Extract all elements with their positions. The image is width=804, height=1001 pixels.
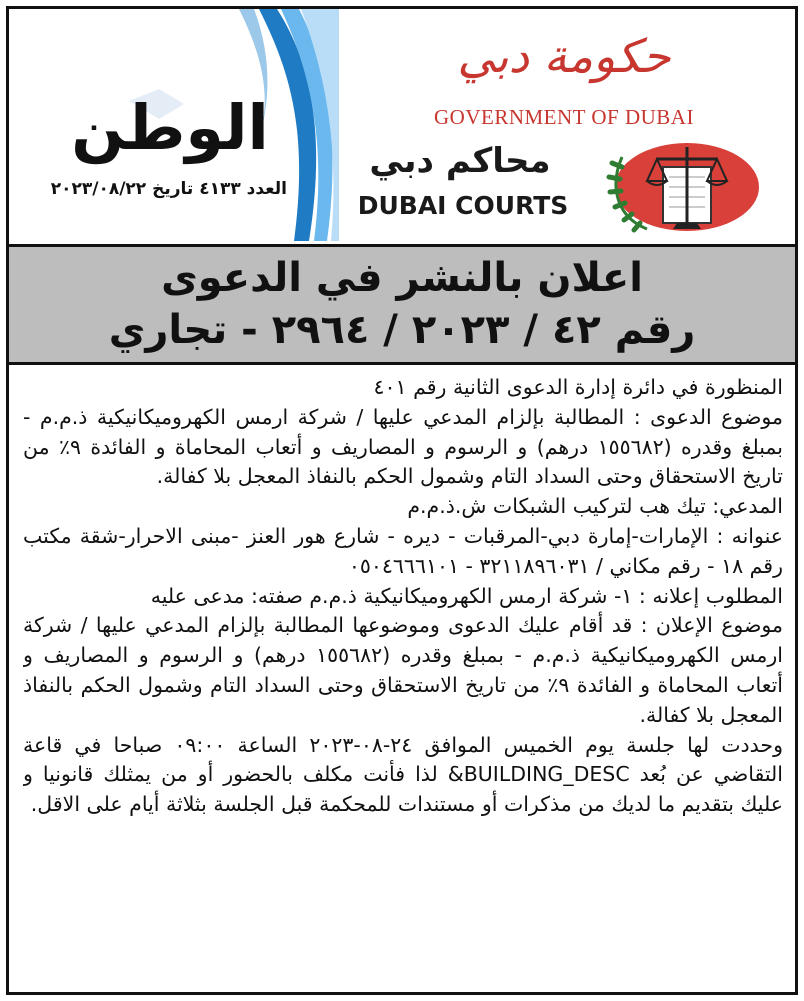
courts-logo [349, 137, 769, 237]
notice-title: اعلان بالنشر في الدعوى [161, 255, 643, 301]
address-paragraph: عنوانه : الإمارات-إمارة دبي-المرقبات - ديره - شارع هور العنز -مبنى الاحرار-شقة مكتب رقم ١٨ - رقم مكاني / ٣٢١١٨٩٦٠٣١ - ٠٥٠٤٦٦٦١٠١ [23, 523, 783, 578]
government-logo [429, 29, 719, 139]
newspaper-masthead [9, 9, 339, 241]
notice-body [23, 373, 783, 988]
notice-header [9, 9, 795, 241]
newspaper-logo: الوطن [71, 91, 269, 164]
courts-arabic: محاكم دبي [369, 141, 551, 181]
defendant-paragraph: المطلوب إعلانه : ١- شركة ارمس الكهروميكانيكية ذ.م.م صفته: مدعى عليه [150, 583, 783, 608]
notice-subject-paragraph: موضوع الإعلان : قد أقام عليك الدعوى وموضوعها المطالبة بإلزام المدعي عليها / شركة ارمس الكهروميكانيكية ذ.م.م - بمبلغ وقدره (١٥٥٦٨٢ درهم) و الرسوم و المصاريف و أتعاب المحاماة و الفائدة ٩٪ من تاريخ الاستحقاق وحتى السداد التام وشمول الحكم بالنفاذ المعجل بلا كفالة. [23, 613, 783, 727]
case-subject-paragraph: موضوع الدعوى : المطالبة بإلزام المدعي عليها / شركة ارمس الكهروميكانيكية ذ.م.م - بمبلغ وقدره (١٥٥٦٨٢ درهم) و الرسوم و المصاريف و أتعاب المحاماة و الفائدة ٩٪ من تاريخ الاستحقاق وحتى السداد التام وشمول الحكم بالنفاذ المعجل بلا كفالة. [23, 404, 783, 489]
plaintiff-paragraph: المدعي: تيك هب لتركيب الشبكات ش.ذ.م.م [407, 494, 783, 519]
government-english: GOVERNMENT OF DUBAI [434, 105, 694, 129]
scales-emblem-icon [577, 137, 767, 237]
notice-frame [6, 6, 798, 995]
issue-date-line: العدد ٤١٣٣ تاريخ ٢٠٢٣/٠٨/٢٢ [50, 179, 287, 199]
hearing-paragraph: وحددت لها جلسة يوم الخميس الموافق ٢٤-٠٨-٢٠٢٣ الساعة ٠٩:٠٠ صباحا في قاعة التقاضي عن بُعد BUILDING_DESC& لذا فأنت مكلف بالحضور أو من يمثلك قانونيا و عليك بتقديم ما لديك من مذكرات أو مستندات للمحكمة قبل الجلسة بثلاثة أيام على الاقل. [23, 732, 783, 817]
title-band [9, 244, 795, 365]
case-number: رقم ٤٢ / ٢٠٢٣ / ٢٩٦٤ - تجاري [108, 307, 696, 353]
government-arabic: حكومة دبي [457, 29, 671, 83]
circuit-paragraph: المنظورة في دائرة إدارة الدعوى الثانية رقم ٤٠١ [373, 375, 783, 399]
courts-english: DUBAI COURTS [357, 191, 569, 220]
